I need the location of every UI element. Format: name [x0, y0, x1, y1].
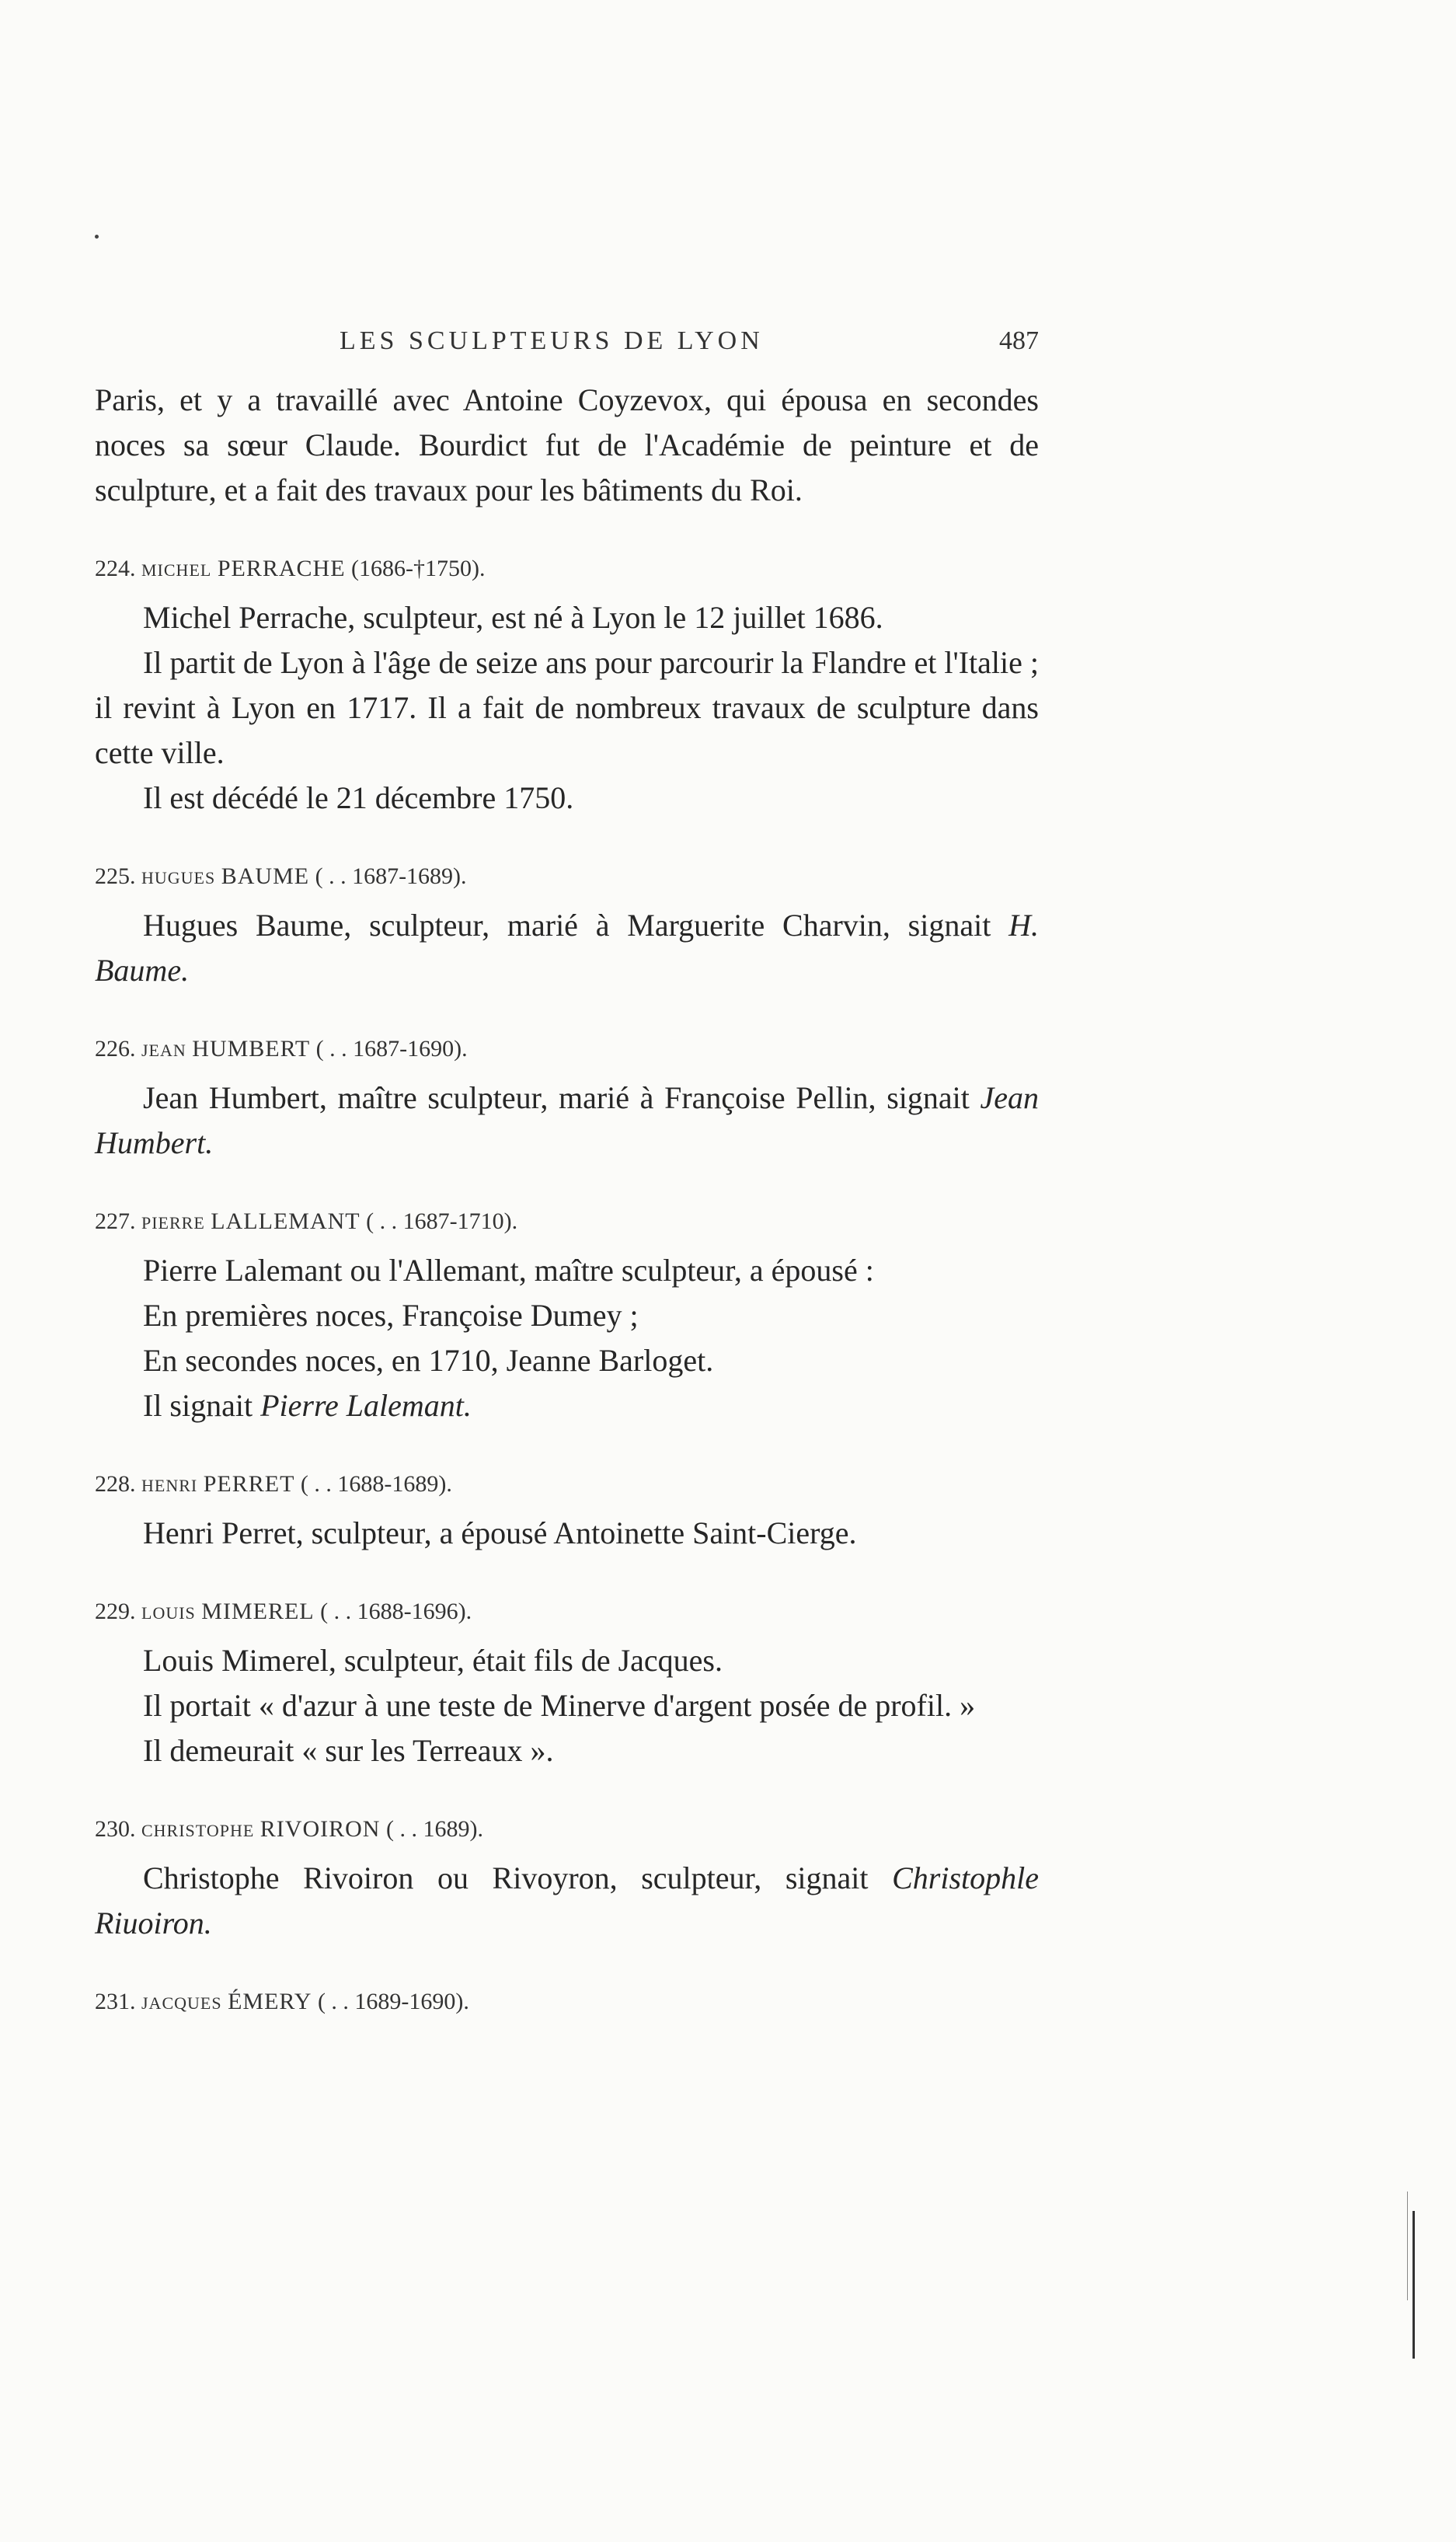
entry-first-name: MICHEL	[141, 560, 212, 580]
margin-scan-mark	[1412, 2211, 1415, 2359]
entry-number: 231.	[95, 1989, 141, 2014]
entry-dates: ( . . 1687-1690).	[315, 1036, 468, 1062]
entry-first-name: JACQUES	[141, 1993, 222, 2013]
entry-dates: ( . . 1687-1689).	[315, 863, 467, 889]
signature-text: H. Baume.	[95, 908, 1039, 988]
entry	[95, 861, 1039, 993]
entry-paragraph: Il demeurait « sur les Terreaux ».	[143, 1733, 554, 1768]
margin-scan-mark-thin	[1407, 2192, 1408, 2300]
entry-dates: (1686-†1750).	[351, 556, 486, 581]
entry-paragraph: Christophe Rivoiron ou Rivoyron, sculpteur, signait Christophle Riuoiron.	[95, 1860, 1039, 1940]
entry-surname: BAUME	[221, 863, 310, 889]
running-head	[95, 326, 1039, 373]
entry-heading	[95, 553, 1039, 586]
entry-paragraph: Il partit de Lyon à l'âge de seize ans pour parcourir la Flandre et l'Italie ; il revint à Lyon en 1717. Il a fait de nombreux travaux de sculpture dans cette ville.	[95, 645, 1039, 770]
entry-surname: LALLEMANT	[211, 1208, 361, 1234]
body-text	[95, 378, 1039, 2028]
opening-paragraph: Paris, et y a travaillé avec Antoine Coyzevox, qui épousa en secondes noces sa sœur Claude. Bourdict fut de l'Académie de peinture et de sculpture, et a fait des travaux pour les bâtiments du Roi.	[95, 382, 1039, 507]
entry-number: 226.	[95, 1036, 141, 1062]
entry	[95, 1034, 1039, 1166]
entry-surname: MIMEREL	[201, 1599, 315, 1624]
entry-paragraph: Henri Perret, sculpteur, a épousé Antoinette Saint-Cierge.	[143, 1515, 857, 1550]
entry-surname: RIVOIRON	[260, 1816, 381, 1842]
entry-dates: ( . . 1687-1710).	[366, 1208, 518, 1234]
entry	[95, 1469, 1039, 1556]
entry-surname: HUMBERT	[192, 1036, 311, 1062]
entry-surname: PERRACHE	[217, 556, 346, 581]
entry-paragraph: Il portait « d'azur à une teste de Minerve d'argent posée de profil. »	[143, 1688, 976, 1723]
entry	[95, 1986, 1039, 2019]
entry-first-name: HENRI	[141, 1476, 198, 1495]
entry-first-name: PIERRE	[141, 1213, 205, 1233]
entry-paragraph: Louis Mimerel, sculpteur, était fils de Jacques.	[143, 1643, 723, 1678]
page-number: 487	[999, 326, 1039, 355]
entry-paragraph: Il est décédé le 21 décembre 1750.	[143, 780, 574, 815]
entry-heading	[95, 861, 1039, 894]
entry-paragraph: Pierre Lalemant ou l'Allemant, maître sculpteur, a épousé :	[143, 1253, 874, 1288]
signature-text: Christophle Riuoiron.	[95, 1860, 1039, 1940]
entry	[95, 1206, 1039, 1428]
entry	[95, 553, 1039, 821]
entry-heading	[95, 1596, 1039, 1629]
entry-heading	[95, 1814, 1039, 1846]
paper-speck	[95, 235, 99, 239]
entry-dates: ( . . 1689-1690).	[317, 1989, 469, 2014]
entry-paragraph: En secondes noces, en 1710, Jeanne Barloget.	[143, 1343, 714, 1378]
entry-paragraph: Jean Humbert, maître sculpteur, marié à Françoise Pellin, signait Jean Humbert.	[95, 1080, 1039, 1160]
entry-number: 228.	[95, 1471, 141, 1497]
entry-dates: ( . . 1688-1696).	[320, 1599, 472, 1624]
entry-heading	[95, 1469, 1039, 1501]
signature-text: Pierre Lalemant.	[260, 1388, 472, 1423]
entry-number: 229.	[95, 1599, 141, 1624]
entry-paragraph: Il signait Pierre Lalemant.	[143, 1388, 472, 1423]
entry-number: 225.	[95, 863, 141, 889]
entry-dates: ( . . 1689).	[385, 1816, 483, 1842]
entry-first-name: JEAN	[141, 1041, 186, 1060]
entry-heading	[95, 1206, 1039, 1239]
entry-heading	[95, 1034, 1039, 1066]
entry	[95, 1596, 1039, 1773]
entry-first-name: CHRISTOPHE	[141, 1821, 255, 1840]
entry-first-name: LOUIS	[141, 1603, 196, 1623]
running-head-title: LES SCULPTEURS DE LYON	[340, 326, 764, 355]
entry-paragraph: En premières noces, Françoise Dumey ;	[143, 1298, 639, 1333]
entry-number: 224.	[95, 556, 141, 581]
entry-dates: ( . . 1688-1689).	[300, 1471, 452, 1497]
entry-surname: PERRET	[203, 1471, 295, 1497]
entry-paragraph: Michel Perrache, sculpteur, est né à Lyon le 12 juillet 1686.	[143, 600, 883, 635]
entry-first-name: HUGUES	[141, 868, 216, 887]
entries-list	[95, 553, 1039, 2019]
entry	[95, 1814, 1039, 1946]
entry-paragraph: Hugues Baume, sculpteur, marié à Marguerite Charvin, signait H. Baume.	[95, 908, 1039, 988]
entry-number: 230.	[95, 1816, 141, 1842]
entry-number: 227.	[95, 1208, 141, 1234]
entry-surname: ÉMERY	[228, 1989, 312, 2014]
signature-text: Jean Humbert.	[95, 1080, 1039, 1160]
entry-heading	[95, 1986, 1039, 2019]
